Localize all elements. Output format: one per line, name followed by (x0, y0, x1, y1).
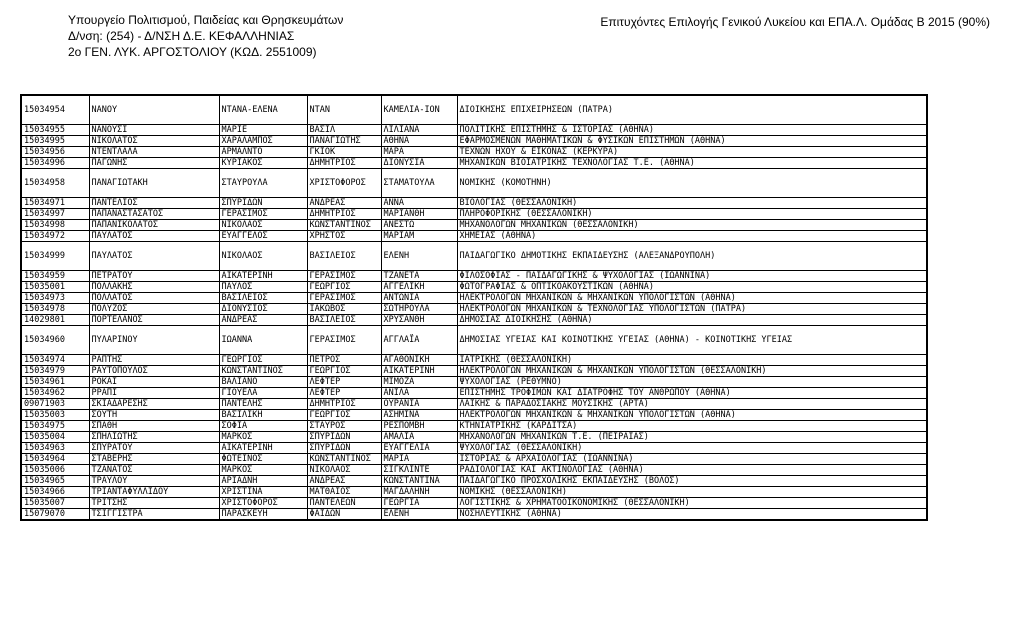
mother-name-cell: ΑΝΕΣΤΩ (381, 220, 457, 231)
department-cell: ΜΗΧΑΝΟΛΟΓΩΝ ΜΗΧΑΝΙΚΩΝ (ΘΕΣΣΑΛΟΝΙΚΗ) (457, 220, 927, 231)
first-name-cell: ΚΩΝΣΤΑΝΤΙΝΟΣ (219, 366, 307, 377)
mother-name-cell: ΚΑΜΕΛΙΑ-ΙΟΝ (381, 95, 457, 125)
department-cell: ΗΛΕΚΤΡΟΛΟΓΩΝ ΜΗΧΑΝΙΚΩΝ & ΜΗΧΑΝΙΚΩΝ ΥΠΟΛΟΓΙΣΤΩΝ (ΘΕΣΣΑΛΟΝΙΚΗ) (457, 366, 927, 377)
father-name-cell: ΑΝΔΡΕΑΣ (307, 198, 381, 209)
first-name-cell: ΒΑΣΙΛΕΙΟΣ (219, 293, 307, 304)
candidate-code-cell: 15035006 (21, 465, 89, 476)
candidate-code-cell: 15034979 (21, 366, 89, 377)
surname-cell: ΣΚΙΑΔΑΡΕΣΗΣ (89, 399, 219, 410)
mother-name-cell: ΤΖΑΝΕΤΑ (381, 271, 457, 282)
first-name-cell: ΠΑΡΑΣΚΕΥΗ (219, 509, 307, 521)
report-title: Επιτυχόντες Επιλογής Γενικού Λυκείου και ΕΠΑ.Λ. Ομάδας Β 2015 (90%) (600, 15, 990, 29)
mother-name-cell: ΟΥΡΑΝΙΑ (381, 399, 457, 410)
father-name-cell: ΣΠΥΡΙΔΩΝ (307, 432, 381, 443)
department-cell: ΦΙΛΟΣΟΦΙΑΣ - ΠΑΙΔΑΓΩΓΙΚΗΣ & ΨΥΧΟΛΟΓΙΑΣ (ΙΩΑΝΝΙΝΑ) (457, 271, 927, 282)
father-name-cell: ΓΚΙΟΚ (307, 147, 381, 158)
table-row (21, 366, 927, 377)
surname-cell: ΠΑΥΛΑΤΟΣ (89, 242, 219, 271)
first-name-cell: ΑΙΚΑΤΕΡΙΝΗ (219, 443, 307, 454)
father-name-cell: ΜΑΤΘΑΙΟΣ (307, 487, 381, 498)
mother-name-cell: ΣΤΑΜΑΤΟΥΛΑ (381, 169, 457, 198)
table-row (21, 432, 927, 443)
first-name-cell: ΦΩΤΕΙΝΟΣ (219, 454, 307, 465)
table-row (21, 487, 927, 498)
mother-name-cell: ΑΝΤΩΝΙΑ (381, 293, 457, 304)
table-row (21, 465, 927, 476)
department-cell: ΝΟΜΙΚΗΣ (ΚΟΜΟΤΗΝΗ) (457, 169, 927, 198)
mother-name-cell: ΑΣΗΜΙΝΑ (381, 410, 457, 421)
table-row (21, 410, 927, 421)
candidate-code-cell: 15035004 (21, 432, 89, 443)
first-name-cell: ΑΙΚΑΤΕΡΙΝΗ (219, 271, 307, 282)
first-name-cell: ΣΠΥΡΙΔΩΝ (219, 198, 307, 209)
first-name-cell: ΣΤΑΥΡΟΥΛΑ (219, 169, 307, 198)
father-name-cell: ΓΕΡΑΣΙΜΟΣ (307, 271, 381, 282)
father-name-cell: ΣΤΑΥΡΟΣ (307, 421, 381, 432)
father-name-cell: ΛΕΦΤΕΡ (307, 377, 381, 388)
first-name-cell: ΜΑΡΚΟΣ (219, 465, 307, 476)
candidate-code-cell: 15034954 (21, 95, 89, 125)
first-name-cell: ΜΑΡΚΟΣ (219, 432, 307, 443)
mother-name-cell: ΑΓΓΛΑΪΑ (381, 326, 457, 355)
mother-name-cell: ΑΓΑΘΟΝΙΚΗ (381, 355, 457, 366)
surname-cell: ΤΖΑΝΑΤΟΣ (89, 465, 219, 476)
father-name-cell: ΒΑΣΙΛΕΙΟΣ (307, 315, 381, 326)
candidate-code-cell: 15034965 (21, 476, 89, 487)
father-name-cell: ΓΕΩΡΓΙΟΣ (307, 282, 381, 293)
department-cell: ΙΑΤΡΙΚΗΣ (ΘΕΣΣΑΛΟΝΙΚΗ) (457, 355, 927, 366)
table-row (21, 399, 927, 410)
father-name-cell: ΠΑΝΑΓΙΩΤΗΣ (307, 136, 381, 147)
surname-cell: ΠΟΡΤΕΛΑΝΟΣ (89, 315, 219, 326)
surname-cell: ΡΟΚΑΪ (89, 377, 219, 388)
department-cell: ΠΑΙΔΑΓΩΓΙΚΟ ΠΡΟΣΧΟΛΙΚΗΣ ΕΚΠΑΙΔΕΥΣΗΣ (ΒΟΛΟΣ) (457, 476, 927, 487)
mother-name-cell: ΔΙΟΝΥΣΙΑ (381, 158, 457, 169)
department-cell: ΔΙΟΙΚΗΣΗΣ ΕΠΙΧΕΙΡΗΣΕΩΝ (ΠΑΤΡΑ) (457, 95, 927, 125)
mother-name-cell: ΑΝΙΛΑ (381, 388, 457, 399)
surname-cell: ΝΤΕΝΤΛΑΛΑ (89, 147, 219, 158)
department-cell: ΠΑΙΔΑΓΩΓΙΚΟ ΔΗΜΟΤΙΚΗΣ ΕΚΠΑΙΔΕΥΣΗΣ (ΑΛΕΞΑΝΔΡΟΥΠΟΛΗ) (457, 242, 927, 271)
department-cell: ΔΗΜΟΣΙΑΣ ΔΙΟΙΚΗΣΗΣ (ΑΘΗΝΑ) (457, 315, 927, 326)
mother-name-cell: ΜΑΡΙΑΜ (381, 231, 457, 242)
candidate-code-cell: 15034956 (21, 147, 89, 158)
mother-name-cell: ΧΡΥΣΑΝΘΗ (381, 315, 457, 326)
candidate-code-cell: 15035003 (21, 410, 89, 421)
table-row (21, 242, 927, 271)
table-row (21, 271, 927, 282)
father-name-cell: ΧΡΗΣΤΟΣ (307, 231, 381, 242)
surname-cell: ΣΠΑΘΗ (89, 421, 219, 432)
candidate-code-cell: 15034966 (21, 487, 89, 498)
candidate-code-cell: 15034974 (21, 355, 89, 366)
father-name-cell: ΦΑΙΔΩΝ (307, 509, 381, 521)
mother-name-cell: ΕΛΕΝΗ (381, 242, 457, 271)
directorate-name: Δ/νση: (254) - Δ/ΝΣΗ Δ.Ε. ΚΕΦΑΛΛΗΝΙΑΣ (68, 29, 295, 43)
table-row (21, 169, 927, 198)
results-table-container (20, 94, 928, 521)
father-name-cell: ΒΑΣΙΛ (307, 125, 381, 136)
table-row (21, 421, 927, 432)
mother-name-cell: ΕΥΑΓΓΕΛΙΑ (381, 443, 457, 454)
first-name-cell: ΕΥΑΓΓΕΛΟΣ (219, 231, 307, 242)
first-name-cell: ΠΑΥΛΟΣ (219, 282, 307, 293)
table-row (21, 282, 927, 293)
department-cell: ΝΟΣΗΛΕΥΤΙΚΗΣ (ΑΘΗΝΑ) (457, 509, 927, 521)
candidate-code-cell: 15034999 (21, 242, 89, 271)
department-cell: ΗΛΕΚΤΡΟΛΟΓΩΝ ΜΗΧΑΝΙΚΩΝ & ΤΕΧΝΟΛΟΓΙΑΣ ΥΠΟΛΟΓΙΣΤΩΝ (ΠΑΤΡΑ) (457, 304, 927, 315)
department-cell: ΗΛΕΚΤΡΟΛΟΓΩΝ ΜΗΧΑΝΙΚΩΝ & ΜΗΧΑΝΙΚΩΝ ΥΠΟΛΟΓΙΣΤΩΝ (ΑΘΗΝΑ) (457, 410, 927, 421)
table-row (21, 326, 927, 355)
results-table (20, 94, 928, 521)
first-name-cell: ΒΑΣΙΛΙΚΗ (219, 410, 307, 421)
surname-cell: ΤΡΑΥΛΟΥ (89, 476, 219, 487)
candidate-code-cell: 15035001 (21, 282, 89, 293)
department-cell: ΦΩΤΟΓΡΑΦΙΑΣ & ΟΠΤΙΚΟΑΚΟΥΣΤΙΚΩΝ (ΑΘΗΝΑ) (457, 282, 927, 293)
ministry-name: Υπουργείο Πολιτισμού, Παιδείας και Θρησκευμάτων (68, 13, 344, 27)
mother-name-cell: ΜΙΜΟΖΑ (381, 377, 457, 388)
father-name-cell: ΚΩΝΣΤΑΝΤΙΝΟΣ (307, 454, 381, 465)
table-row (21, 293, 927, 304)
surname-cell: ΤΡΙΤΣΗΣ (89, 498, 219, 509)
surname-cell: ΠΑΝΑΓΙΩΤΑΚΗ (89, 169, 219, 198)
mother-name-cell: ΓΕΩΡΓΙΑ (381, 498, 457, 509)
father-name-cell: ΣΠΥΡΙΔΩΝ (307, 443, 381, 454)
department-cell: ΚΤΗΝΙΑΤΡΙΚΗΣ (ΚΑΡΔΙΤΣΑ) (457, 421, 927, 432)
results-table-body (21, 95, 927, 520)
table-row (21, 509, 927, 521)
candidate-code-cell: 15034978 (21, 304, 89, 315)
mother-name-cell: ΛΙΛΙΑΝΑ (381, 125, 457, 136)
candidate-code-cell: 15034962 (21, 388, 89, 399)
department-cell: ΕΠΙΣΤΗΜΗΣ ΤΡΟΦΙΜΩΝ ΚΑΙ ΔΙΑΤΡΟΦΗΣ ΤΟΥ ΑΝΘΡΩΠΟΥ (ΑΘΗΝΑ) (457, 388, 927, 399)
table-row (21, 147, 927, 158)
surname-cell: ΤΣΙΓΓΙΣΤΡΑ (89, 509, 219, 521)
first-name-cell: ΝΙΚΟΛΑΟΣ (219, 220, 307, 231)
department-cell: ΔΗΜΟΣΙΑΣ ΥΓΕΙΑΣ ΚΑΙ ΚΟΙΝΟΤΙΚΗΣ ΥΓΕΙΑΣ (ΑΘΗΝΑ) - ΚΟΙΝΟΤΙΚΗΣ ΥΓΕΙΑΣ (457, 326, 927, 355)
mother-name-cell: ΜΑΡΙΑΝΘΗ (381, 209, 457, 220)
surname-cell: ΣΟΥΤΗ (89, 410, 219, 421)
first-name-cell: ΚΥΡΙΑΚΟΣ (219, 158, 307, 169)
first-name-cell: ΓΙΟΥΕΛΑ (219, 388, 307, 399)
first-name-cell: ΧΑΡΑΛΑΜΠΟΣ (219, 136, 307, 147)
candidate-code-cell: 15034959 (21, 271, 89, 282)
mother-name-cell: ΣΙΓΚΛΙΝΤΕ (381, 465, 457, 476)
first-name-cell: ΣΟΦΙΑ (219, 421, 307, 432)
first-name-cell: ΧΡΙΣΤΟΦΟΡΟΣ (219, 498, 307, 509)
first-name-cell: ΑΝΔΡΕΑΣ (219, 315, 307, 326)
first-name-cell: ΜΑΡΙΕ (219, 125, 307, 136)
table-row (21, 498, 927, 509)
school-name: 2ο ΓΕΝ. ΛΥΚ. ΑΡΓΟΣΤΟΛΙΟΥ (ΚΩΔ. 2551009) (68, 45, 317, 59)
surname-cell: ΤΡΙΑΝΤΑΦΥΛΛΙΔΟΥ (89, 487, 219, 498)
department-cell: ΠΛΗΡΟΦΟΡΙΚΗΣ (ΘΕΣΣΑΛΟΝΙΚΗ) (457, 209, 927, 220)
father-name-cell: ΝΤΑΝ (307, 95, 381, 125)
first-name-cell: ΑΡΜΑΛΝΤΟ (219, 147, 307, 158)
candidate-code-cell: 15034964 (21, 454, 89, 465)
table-row (21, 158, 927, 169)
father-name-cell: ΓΕΡΑΣΙΜΟΣ (307, 293, 381, 304)
candidate-code-cell: 15034955 (21, 125, 89, 136)
father-name-cell: ΓΕΡΑΣΙΜΟΣ (307, 326, 381, 355)
department-cell: ΙΣΤΟΡΙΑΣ & ΑΡΧΑΙΟΛΟΓΙΑΣ (ΙΩΑΝΝΙΝΑ) (457, 454, 927, 465)
candidate-code-cell: 15034973 (21, 293, 89, 304)
table-row (21, 443, 927, 454)
mother-name-cell: ΑΓΓΕΛΙΚΗ (381, 282, 457, 293)
first-name-cell: ΠΑΝΤΕΛΗΣ (219, 399, 307, 410)
father-name-cell: ΛΕΦΤΕΡ (307, 388, 381, 399)
surname-cell: ΝΑΝΟΥΣΙ (89, 125, 219, 136)
candidate-code-cell: 14029801 (21, 315, 89, 326)
candidate-code-cell: 15034975 (21, 421, 89, 432)
table-row (21, 454, 927, 465)
father-name-cell: ΒΑΣΙΛΕΙΟΣ (307, 242, 381, 271)
first-name-cell: ΙΩΑΝΝΑ (219, 326, 307, 355)
table-row (21, 388, 927, 399)
department-cell: ΗΛΕΚΤΡΟΛΟΓΩΝ ΜΗΧΑΝΙΚΩΝ & ΜΗΧΑΝΙΚΩΝ ΥΠΟΛΟΓΙΣΤΩΝ (ΑΘΗΝΑ) (457, 293, 927, 304)
candidate-code-cell: 15034971 (21, 198, 89, 209)
department-cell: ΠΟΛΙΤΙΚΗΣ ΕΠΙΣΤΗΜΗΣ & ΙΣΤΟΡΙΑΣ (ΑΘΗΝΑ) (457, 125, 927, 136)
candidate-code-cell: 15034995 (21, 136, 89, 147)
candidate-code-cell: 15034960 (21, 326, 89, 355)
first-name-cell: ΔΙΟΝΥΣΙΟΣ (219, 304, 307, 315)
department-cell: ΜΗΧΑΝΟΛΟΓΩΝ ΜΗΧΑΝΙΚΩΝ Τ.Ε. (ΠΕΙΡΑΙΑΣ) (457, 432, 927, 443)
surname-cell: ΠΑΓΩΝΗΣ (89, 158, 219, 169)
surname-cell: ΠΑΝΤΕΛΙΟΣ (89, 198, 219, 209)
first-name-cell: ΓΕΩΡΓΙΟΣ (219, 355, 307, 366)
candidate-code-cell: 15034996 (21, 158, 89, 169)
mother-name-cell: ΑΙΚΑΤΕΡΙΝΗ (381, 366, 457, 377)
table-row (21, 231, 927, 242)
first-name-cell: ΓΕΡΑΣΙΜΟΣ (219, 209, 307, 220)
department-cell: ΜΗΧΑΝΙΚΩΝ ΒΙΟΪΑΤΡΙΚΗΣ ΤΕΧΝΟΛΟΓΙΑΣ Τ.Ε. (ΑΘΗΝΑ) (457, 158, 927, 169)
first-name-cell: ΝΤΑΝΑ-ΕΛΕΝΑ (219, 95, 307, 125)
department-cell: ΨΥΧΟΛΟΓΙΑΣ (ΘΕΣΣΑΛΟΝΙΚΗ) (457, 443, 927, 454)
surname-cell: ΣΠΗΛΙΩΤΗΣ (89, 432, 219, 443)
father-name-cell: ΔΗΜΗΤΡΙΟΣ (307, 399, 381, 410)
department-cell: ΒΙΟΛΟΓΙΑΣ (ΘΕΣΣΑΛΟΝΙΚΗ) (457, 198, 927, 209)
surname-cell: ΣΠΥΡΑΤΟΥ (89, 443, 219, 454)
surname-cell: ΠΥΛΑΡΙΝΟΥ (89, 326, 219, 355)
table-row (21, 220, 927, 231)
department-cell: ΛΟΓΙΣΤΙΚΗΣ & ΧΡΗΜΑΤΟΟΙΚΟΝΟΜΙΚΗΣ (ΘΕΣΣΑΛΟΝΙΚΗ) (457, 498, 927, 509)
first-name-cell: ΧΡΙΣΤΙΝΑ (219, 487, 307, 498)
candidate-code-cell: 15034961 (21, 377, 89, 388)
mother-name-cell: ΜΑΓΔΑΛΗΝΗ (381, 487, 457, 498)
surname-cell: ΣΤΑΒΕΡΗΣ (89, 454, 219, 465)
table-row (21, 476, 927, 487)
father-name-cell: ΔΗΜΗΤΡΙΟΣ (307, 209, 381, 220)
father-name-cell: ΓΕΩΡΓΙΟΣ (307, 366, 381, 377)
surname-cell: ΠΑΠΑΝΑΣΤΑΣΑΤΟΣ (89, 209, 219, 220)
department-cell: ΕΦΑΡΜΟΣΜΕΝΩΝ ΜΑΘΗΜΑΤΙΚΩΝ & ΦΥΣΙΚΩΝ ΕΠΙΣΤΗΜΩΝ (ΑΘΗΝΑ) (457, 136, 927, 147)
table-row (21, 315, 927, 326)
candidate-code-cell: 15034997 (21, 209, 89, 220)
surname-cell: ΡΑΥΤΟΠΟΥΛΟΣ (89, 366, 219, 377)
father-name-cell: ΝΙΚΟΛΑΟΣ (307, 465, 381, 476)
document-header (68, 12, 343, 60)
father-name-cell: ΓΕΩΡΓΙΟΣ (307, 410, 381, 421)
surname-cell: ΝΙΚΟΛΑΤΟΣ (89, 136, 219, 147)
department-cell: ΤΕΧΝΩΝ ΗΧΟΥ & ΕΙΚΟΝΑΣ (ΚΕΡΚΥΡΑ) (457, 147, 927, 158)
surname-cell: ΠΟΛΛΑΚΗΣ (89, 282, 219, 293)
candidate-code-cell: 15079070 (21, 509, 89, 521)
surname-cell: ΝΑΝΟΥ (89, 95, 219, 125)
surname-cell: ΠΟΛΛΑΤΟΣ (89, 293, 219, 304)
father-name-cell: ΠΑΝΤΕΛΕΩΝ (307, 498, 381, 509)
table-row (21, 198, 927, 209)
mother-name-cell: ΜΑΡΙΑ (381, 454, 457, 465)
table-row (21, 209, 927, 220)
surname-cell: ΡΡΑΠΙ (89, 388, 219, 399)
department-cell: ΝΟΜΙΚΗΣ (ΘΕΣΣΑΛΟΝΙΚΗ) (457, 487, 927, 498)
mother-name-cell: ΣΩΤΗΡΟΥΛΑ (381, 304, 457, 315)
surname-cell: ΠΑΠΑΝΙΚΟΛΑΤΟΣ (89, 220, 219, 231)
father-name-cell: ΑΝΔΡΕΑΣ (307, 476, 381, 487)
candidate-code-cell: 15034963 (21, 443, 89, 454)
department-cell: ΡΑΔΙΟΛΟΓΙΑΣ ΚΑΙ ΑΚΤΙΝΟΛΟΓΙΑΣ (ΑΘΗΝΑ) (457, 465, 927, 476)
department-cell: ΨΥΧΟΛΟΓΙΑΣ (ΡΕΘΥΜΝΟ) (457, 377, 927, 388)
surname-cell: ΡΑΠΤΗΣ (89, 355, 219, 366)
mother-name-cell: ΑΘΗΝΑ (381, 136, 457, 147)
candidate-code-cell: 15034972 (21, 231, 89, 242)
surname-cell: ΠΟΛΥΖΟΣ (89, 304, 219, 315)
father-name-cell: ΚΩΝΣΤΑΝΤΙΝΟΣ (307, 220, 381, 231)
mother-name-cell: ΡΕΣΠΟΜΒΗ (381, 421, 457, 432)
mother-name-cell: ΕΛΕΝΗ (381, 509, 457, 521)
surname-cell: ΠΕΤΡΑΤΟΥ (89, 271, 219, 282)
table-row (21, 95, 927, 125)
candidate-code-cell: 15035007 (21, 498, 89, 509)
mother-name-cell: ΑΜΑΛΙΑ (381, 432, 457, 443)
mother-name-cell: ΜΑΡΑ (381, 147, 457, 158)
table-row (21, 136, 927, 147)
first-name-cell: ΝΙΚΟΛΑΟΣ (219, 242, 307, 271)
father-name-cell: ΠΕΤΡΟΣ (307, 355, 381, 366)
table-row (21, 125, 927, 136)
department-cell: ΧΗΜΕΙΑΣ (ΑΘΗΝΑ) (457, 231, 927, 242)
candidate-code-cell: 15034998 (21, 220, 89, 231)
surname-cell: ΠΑΥΛΑΤΟΣ (89, 231, 219, 242)
father-name-cell: ΙΑΚΩΒΟΣ (307, 304, 381, 315)
mother-name-cell: ΑΝΝΑ (381, 198, 457, 209)
father-name-cell: ΔΗΜΗΤΡΙΟΣ (307, 158, 381, 169)
department-cell: ΛΑΪΚΗΣ & ΠΑΡΑΔΟΣΙΑΚΗΣ ΜΟΥΣΙΚΗΣ (ΑΡΤΑ) (457, 399, 927, 410)
first-name-cell: ΑΡΙΑΔΝΗ (219, 476, 307, 487)
table-row (21, 304, 927, 315)
table-row (21, 355, 927, 366)
candidate-code-cell: 15034958 (21, 169, 89, 198)
mother-name-cell: ΚΩΝΣΤΑΝΤΙΝΑ (381, 476, 457, 487)
candidate-code-cell: 09071903 (21, 399, 89, 410)
table-row (21, 377, 927, 388)
father-name-cell: ΧΡΙΣΤΟΦΟΡΟΣ (307, 169, 381, 198)
first-name-cell: ΒΑΛΙΑΝΟ (219, 377, 307, 388)
